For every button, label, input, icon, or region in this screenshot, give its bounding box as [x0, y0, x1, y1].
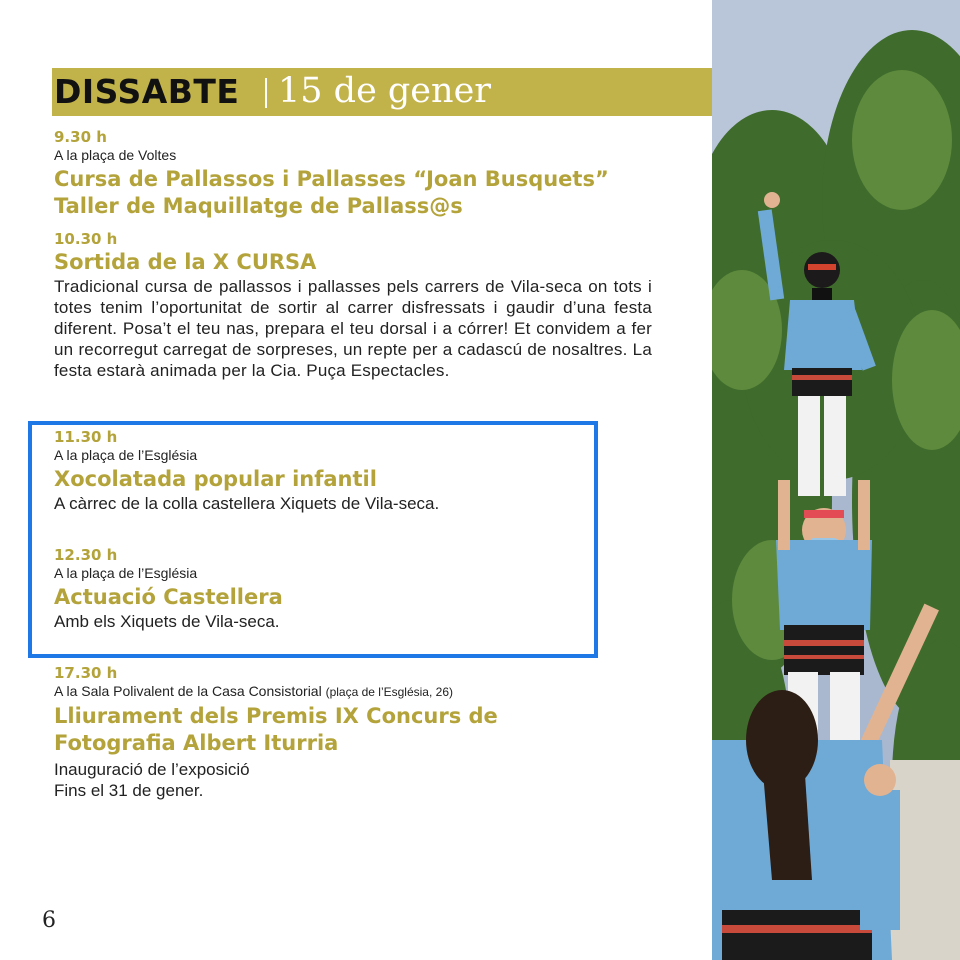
- event-description: Tradicional cursa de pallassos i pallasses pels carrers de Vila-seca on tots i totes tenim l’oportunitat de sortir al carrer disfressats i gaudir d’una festa diferent. Posa’t el teu nas, prepara el teu dorsal i a córrer! Et convidem a fer un recorregut carregat de sorpreses, un repte per a cadascú de nosaltres. La festa estarà animada per la Cia. Puça Espectacles.: [54, 277, 652, 380]
- event-description: Fins el 31 de gener.: [54, 781, 204, 800]
- event-place: A la plaça de l’Església: [54, 565, 198, 581]
- page-number: 6: [42, 908, 56, 933]
- event-place: A la plaça de Voltes: [54, 147, 177, 163]
- event-0930: [54, 128, 664, 220]
- event-time: 17.30 h: [54, 664, 118, 682]
- event-place-main: A la Sala Polivalent de la Casa Consistorial: [54, 683, 322, 699]
- event-time: 11.30 h: [54, 428, 118, 446]
- event-description: Amb els Xiquets de Vila-seca.: [54, 612, 280, 631]
- event-time: 9.30 h: [54, 128, 107, 146]
- header-date: 15 de gener: [278, 71, 492, 111]
- event-time: 12.30 h: [54, 546, 118, 564]
- event-1030: [54, 230, 664, 381]
- event-title: Fotografia Albert Iturria: [54, 731, 339, 755]
- event-place: [54, 683, 664, 701]
- event-1730: [54, 664, 664, 801]
- castellers-photo: [712, 0, 960, 960]
- header-separator: [265, 78, 267, 108]
- header-day: DISSABTE: [54, 72, 240, 111]
- event-title: Lliurament dels Premis IX Concurs de: [54, 704, 498, 728]
- event-description: A càrrec de la colla castellera Xiquets de Vila-seca.: [54, 494, 440, 513]
- event-title: Sortida de la X CURSA: [54, 250, 317, 274]
- event-place: A la plaça de l’Església: [54, 447, 198, 463]
- event-time: 10.30 h: [54, 230, 118, 248]
- event-title: Cursa de Pallassos i Pallasses “Joan Busquets”: [54, 167, 609, 191]
- event-1230: [54, 546, 664, 632]
- event-title: Xocolatada popular infantil: [54, 467, 377, 491]
- event-title: Taller de Maquillatge de Pallass@s: [54, 194, 463, 218]
- event-1130: [54, 428, 664, 514]
- event-place-note: (plaça de l’Església, 26): [325, 685, 453, 699]
- event-description: Inauguració de l’exposició: [54, 760, 250, 779]
- event-title: Actuació Castellera: [54, 585, 283, 609]
- castellers-illustration: [712, 0, 960, 960]
